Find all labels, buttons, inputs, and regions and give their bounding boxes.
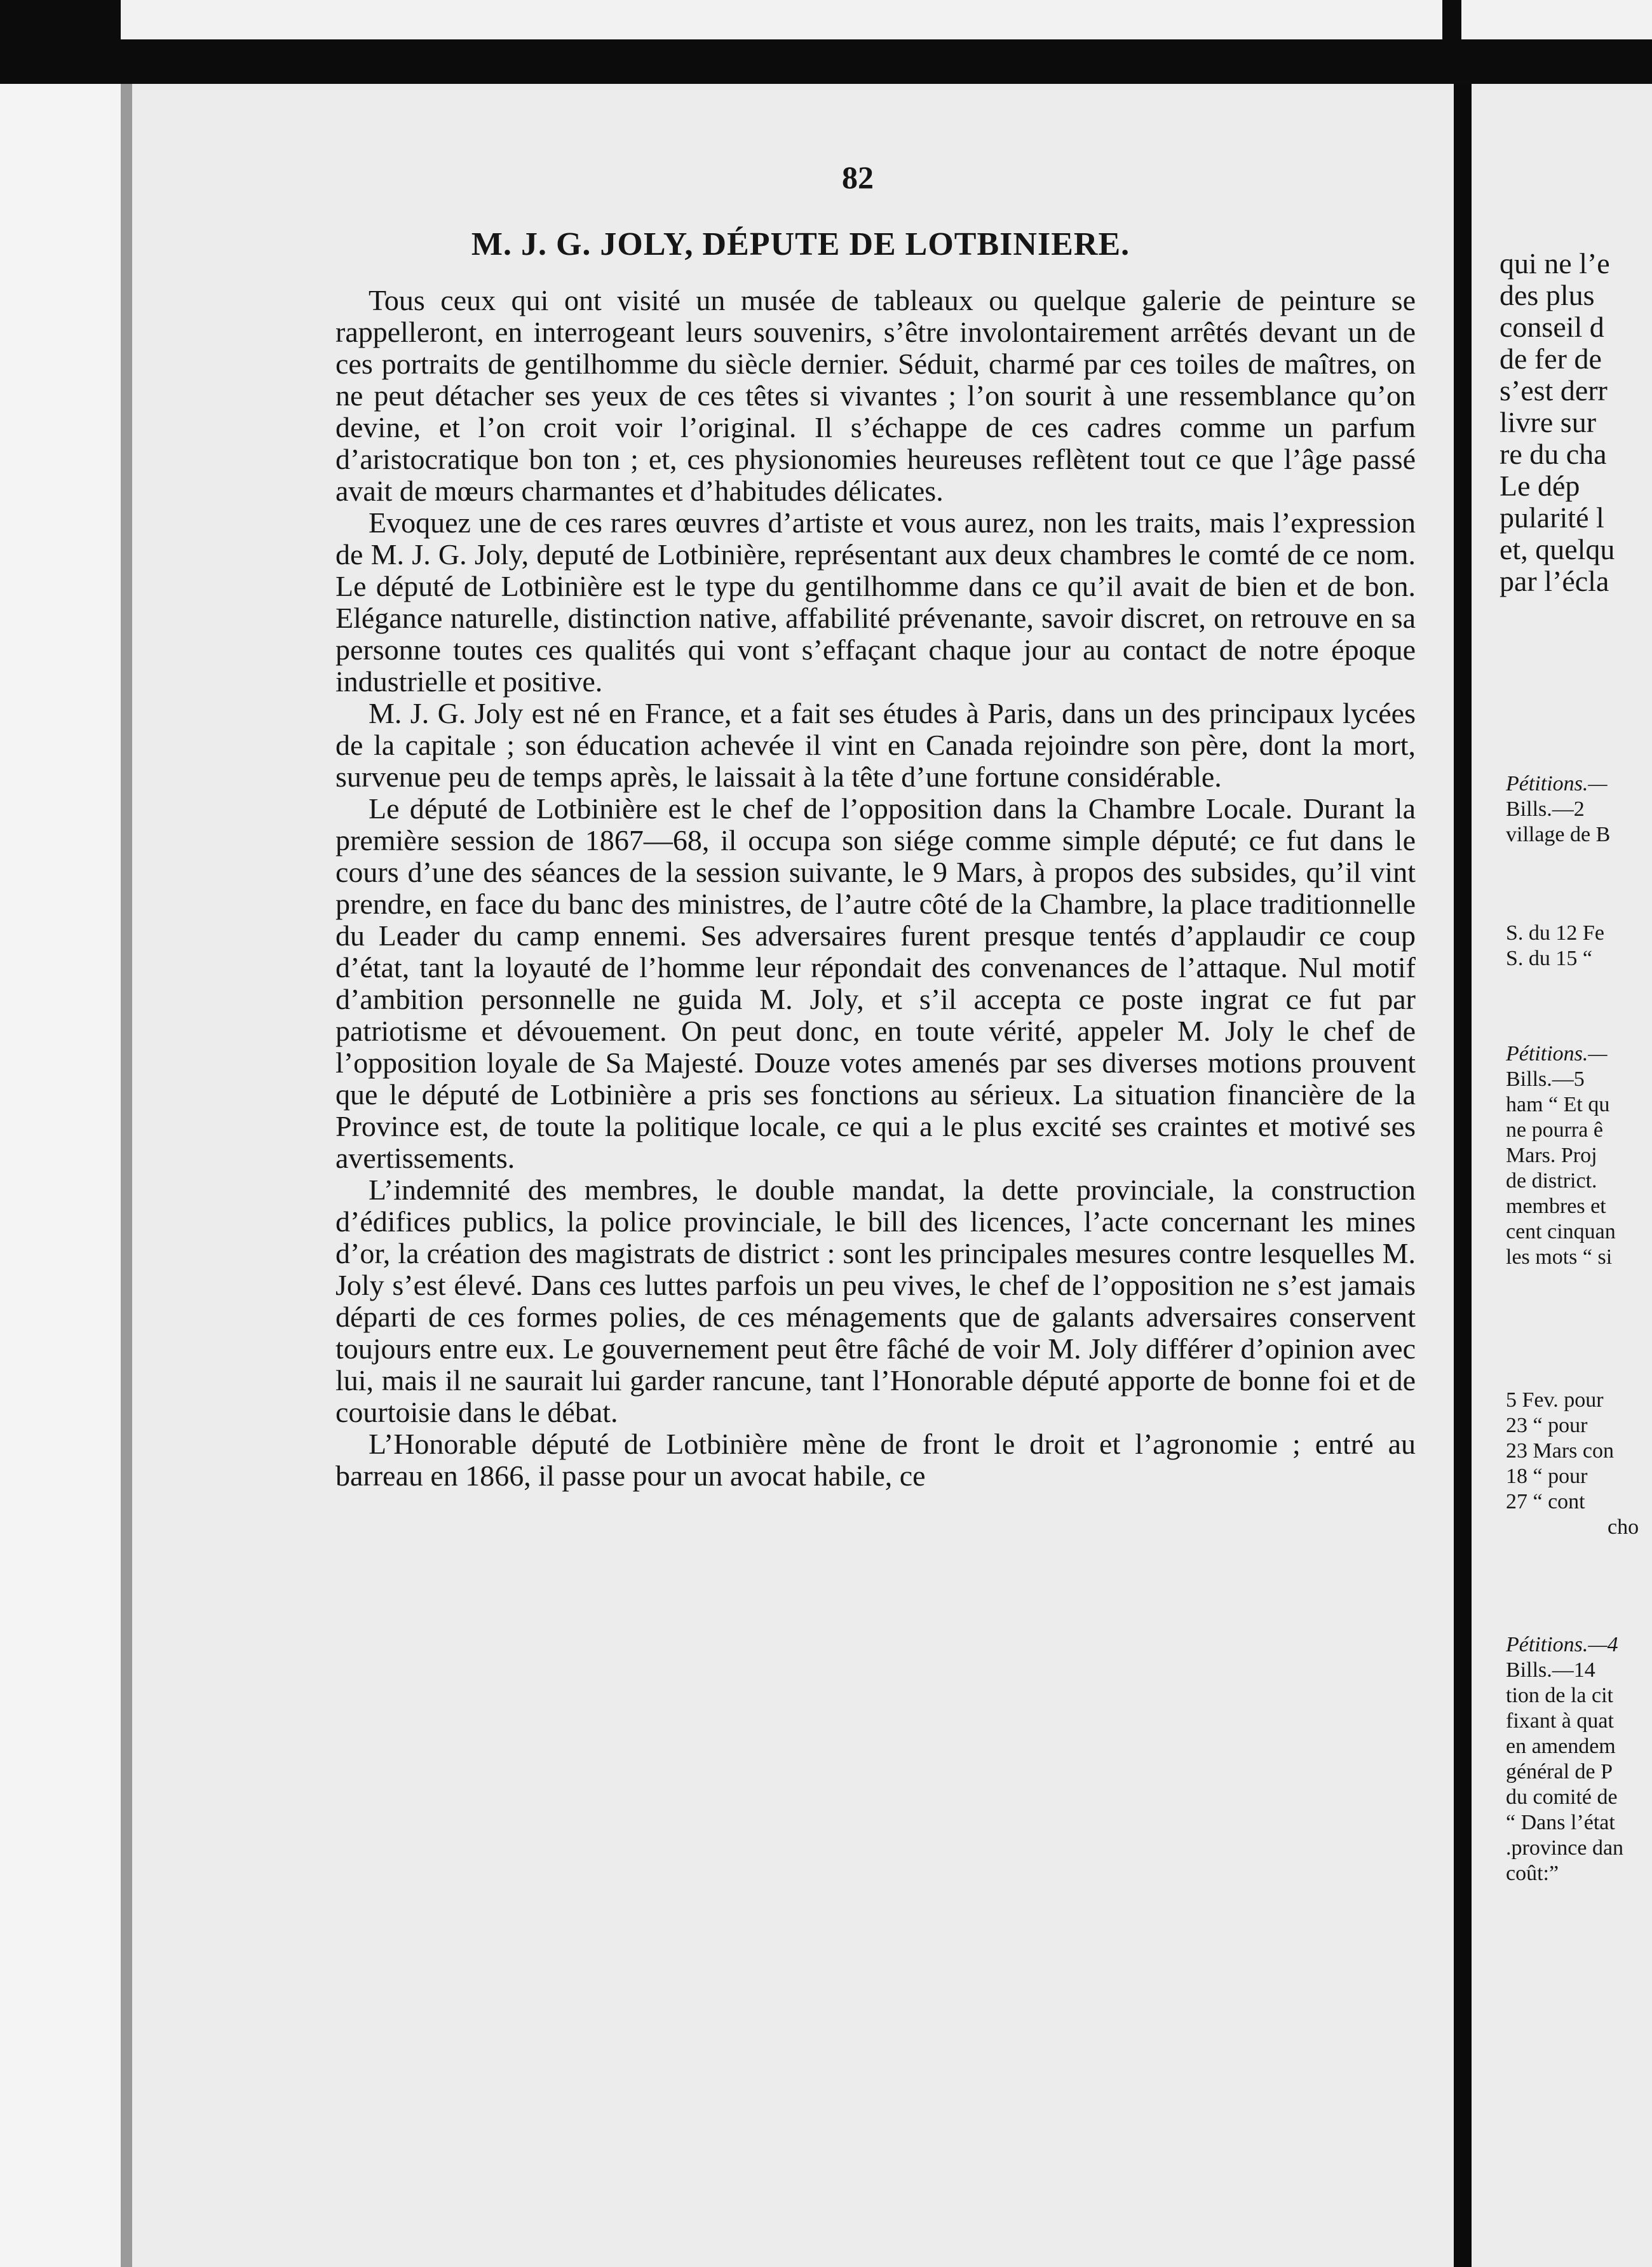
- right-snippet: fixant à quat: [1506, 1709, 1614, 1733]
- right-snippet: coût:”: [1506, 1862, 1559, 1885]
- right-snippet: cent cinquan: [1506, 1220, 1616, 1243]
- right-snippet: “ Dans l’état: [1506, 1811, 1615, 1834]
- right-line: et, quelqu: [1500, 533, 1615, 565]
- right-snippet: les mots “ si: [1506, 1245, 1613, 1269]
- paragraph: M. J. G. Joly est né en France, et a fait ses études à Paris, dans un des principaux lycées de la capitale ; son éducation achevée il vint en Canada rejoindre son père, dont la mort, survenue peu de temps après, le laissait à la tête d’une fortune considérable.: [335, 697, 1416, 793]
- right-snippet: général de P: [1506, 1760, 1613, 1783]
- right-snippet: Pétitions.—: [1506, 772, 1608, 795]
- right-snippet: S. du 15 “: [1506, 947, 1592, 970]
- right-snippet: 23 “ pour: [1506, 1414, 1588, 1437]
- right-snippet: Mars. Proj: [1506, 1144, 1597, 1167]
- right-snippet: du comité de: [1506, 1785, 1618, 1809]
- right-snippet: 18 “ pour: [1506, 1465, 1588, 1488]
- right-snippet: 23 Mars con: [1506, 1439, 1614, 1463]
- page-edge-shadow: [121, 84, 132, 2267]
- right-snippet: 5 Fev. pour: [1506, 1388, 1604, 1412]
- previous-page-strip-right: [1461, 0, 1652, 39]
- right-line: conseil d: [1500, 311, 1604, 343]
- article-heading: M. J. G. JOLY, DÉPUTE DE LOTBINIERE.: [471, 226, 1130, 262]
- right-snippet: S. du 12 Fe: [1506, 921, 1604, 945]
- right-snippet: Bills.—14: [1506, 1658, 1595, 1682]
- previous-page-strip: [121, 0, 1442, 39]
- right-snippet: Pétitions.—4: [1506, 1633, 1618, 1656]
- right-snippet: membres et: [1506, 1194, 1606, 1218]
- paragraph: Evoquez une de ces rares œuvres d’artiste et vous aurez, non les traits, mais l’expression de M. J. G. Joly, deputé de Lotbinière, représentant aux deux chambres le comté de ce nom. Le député de Lotbinière est le type du gentilhomme dans ce qu’il avait de bien et de bon. Elégance naturelle, distinction native, affabilité prévenante, savoir discret, on retrouve en sa personne toutes ces qualités qui vont s’effaçant chaque jour au contact de notre époque industrielle et positive.: [335, 506, 1416, 698]
- right-snippet: Pétitions.—: [1506, 1042, 1608, 1066]
- right-page-text: [1500, 248, 1652, 597]
- right-line: livre sur: [1500, 406, 1597, 438]
- right-line: s’est derr: [1500, 374, 1608, 407]
- right-snippet: de district.: [1506, 1169, 1597, 1193]
- right-line: pularité l: [1500, 501, 1604, 534]
- paragraph: Le député de Lotbinière est le chef de l’opposition dans la Chambre Locale. Durant la première session de 1867—68, il occupa son siége comme simple député; ce fut dans le cours d’une des séances de la session suivante, le 9 Mars, à propos des subsides, qu’il vint prendre, en face du banc des ministres, de l’autre côté de la Chambre, la place traditionnelle du Leader du camp ennemi. Ses adversaires furent presque tentés d’applaudir ce coup d’état, tant la loyauté de l’homme leur répondait des convenances de l’attaque. Nul motif d’ambition personnelle ne guida M. Joly, et s’il accepta ce poste ingrat ce fut par patriotisme et dévouement. On peut donc, en toute vérité, appeler M. Joly le chef de l’opposition loyale de Sa Majesté. Douze votes amenés par ses diverses motions prouvent que le député de Lotbinière a pris ses fonctions au sérieux. La situation financière de la Province est, de toute la politique locale, ce qui a le plus excité ses craintes et motivé ses avertissements.: [335, 792, 1416, 1174]
- right-snippet: tion de la cit: [1506, 1684, 1614, 1707]
- right-snippet: 27 “ cont: [1506, 1490, 1585, 1513]
- paragraph: L’Honorable député de Lotbinière mène de front le droit et l’agronomie ; entré au barreau en 1866, il passe pour un avocat habile, ce: [335, 1428, 1416, 1492]
- right-snippet: en amendem: [1506, 1735, 1616, 1758]
- right-snippet: ham “ Et qu: [1506, 1093, 1610, 1116]
- right-snippet: cho: [1608, 1515, 1639, 1539]
- article-body: [335, 285, 1416, 1492]
- paragraph: L’indemnité des membres, le double mandat, la dette provinciale, la construction d’édifices publics, la police provinciale, le bill des licences, l’acte concernant les mines d’or, la création des magistrats de district : sont les principales mesures contre lesquelles M. Joly s’est élevé. Dans ces luttes parfois un peu vives, le chef de l’opposition ne s’est jamais départi de ces formes polies, de ces ménagements que de galants adversaires conservent toujours entre eux. Le gouvernement peut être fâché de voir M. Joly différer d’opinion avec lui, mais il ne saurait lui garder rancune, tant l’Honorable député apporte de bonne foi et de courtoisie dans le débat.: [335, 1174, 1416, 1428]
- right-snippet: village de B: [1506, 823, 1611, 846]
- right-line: re du cha: [1500, 438, 1607, 470]
- right-line: des plus: [1500, 279, 1595, 311]
- right-snippet: ne pourra ê: [1506, 1118, 1603, 1142]
- right-snippet: Bills.—2: [1506, 797, 1585, 821]
- paragraph: Tous ceux qui ont visité un musée de tableaux ou quelque galerie de peinture se rappelleront, en interrogeant leurs souvenirs, s’être involontairement arrêtés devant un de ces portraits de gentilhomme du siècle dernier. Séduit, charmé par ces toiles de maîtres, on ne peut détacher ses yeux de ces têtes si vivantes ; l’on sourit à une ressemblance qu’on devine, et l’on croit voir l’original. Il s’échappe de ces cadres comme un parfum d’aristocratique bon ton ; et, ces physionomies heureuses reflètent tout ce que l’âge passé avait de mœurs charmantes et d’habitudes délicates.: [335, 284, 1416, 507]
- right-line: Le dép: [1500, 470, 1580, 502]
- right-snippet: Bills.—5: [1506, 1067, 1585, 1091]
- scan-margin-left: [0, 84, 121, 2267]
- book-gutter: [1454, 84, 1472, 2267]
- page-number: 82: [842, 159, 874, 195]
- right-snippet: .province dan: [1506, 1836, 1624, 1860]
- right-line: qui ne l’e: [1500, 247, 1610, 280]
- right-line: de fer de: [1500, 342, 1602, 375]
- right-line: par l’écla: [1500, 565, 1609, 597]
